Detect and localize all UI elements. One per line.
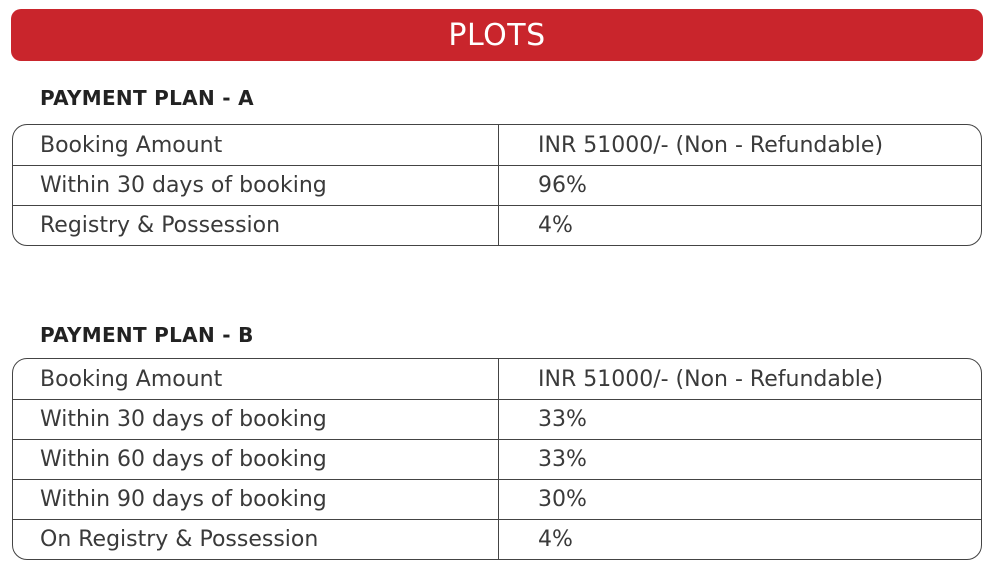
plan-a-heading: PAYMENT PLAN - A: [40, 86, 254, 110]
table-row: [13, 165, 981, 205]
row-label: Booking Amount: [13, 125, 499, 165]
plots-banner: [11, 9, 983, 61]
row-label: Booking Amount: [13, 359, 499, 399]
table-row: [13, 399, 981, 439]
table-row: [13, 479, 981, 519]
table-row: [13, 439, 981, 479]
row-label: Within 60 days of booking: [13, 440, 499, 479]
row-label: Within 90 days of booking: [13, 480, 499, 519]
row-value: 33%: [538, 447, 587, 472]
plan-b-heading: PAYMENT PLAN - B: [40, 323, 254, 347]
row-value: 96%: [538, 173, 587, 198]
row-value: INR 51000/- (Non - Refundable): [538, 132, 884, 158]
table-row: [13, 519, 981, 559]
row-value: 33%: [538, 407, 587, 432]
table-row: [13, 125, 981, 165]
row-label: Within 30 days of booking: [13, 166, 499, 205]
row-value: 30%: [538, 487, 587, 512]
row-label: Registry & Possession: [13, 206, 499, 245]
row-label: On Registry & Possession: [13, 520, 499, 559]
table-row: [13, 205, 981, 245]
row-value: INR 51000/- (Non - Refundable): [538, 366, 884, 392]
plan-b-table: [12, 358, 982, 560]
banner-title: PLOTS: [448, 17, 546, 53]
row-value: 4%: [538, 527, 573, 552]
table-row: [13, 359, 981, 399]
row-value: 4%: [538, 213, 573, 238]
row-label: Within 30 days of booking: [13, 400, 499, 439]
plan-a-table: [12, 124, 982, 246]
